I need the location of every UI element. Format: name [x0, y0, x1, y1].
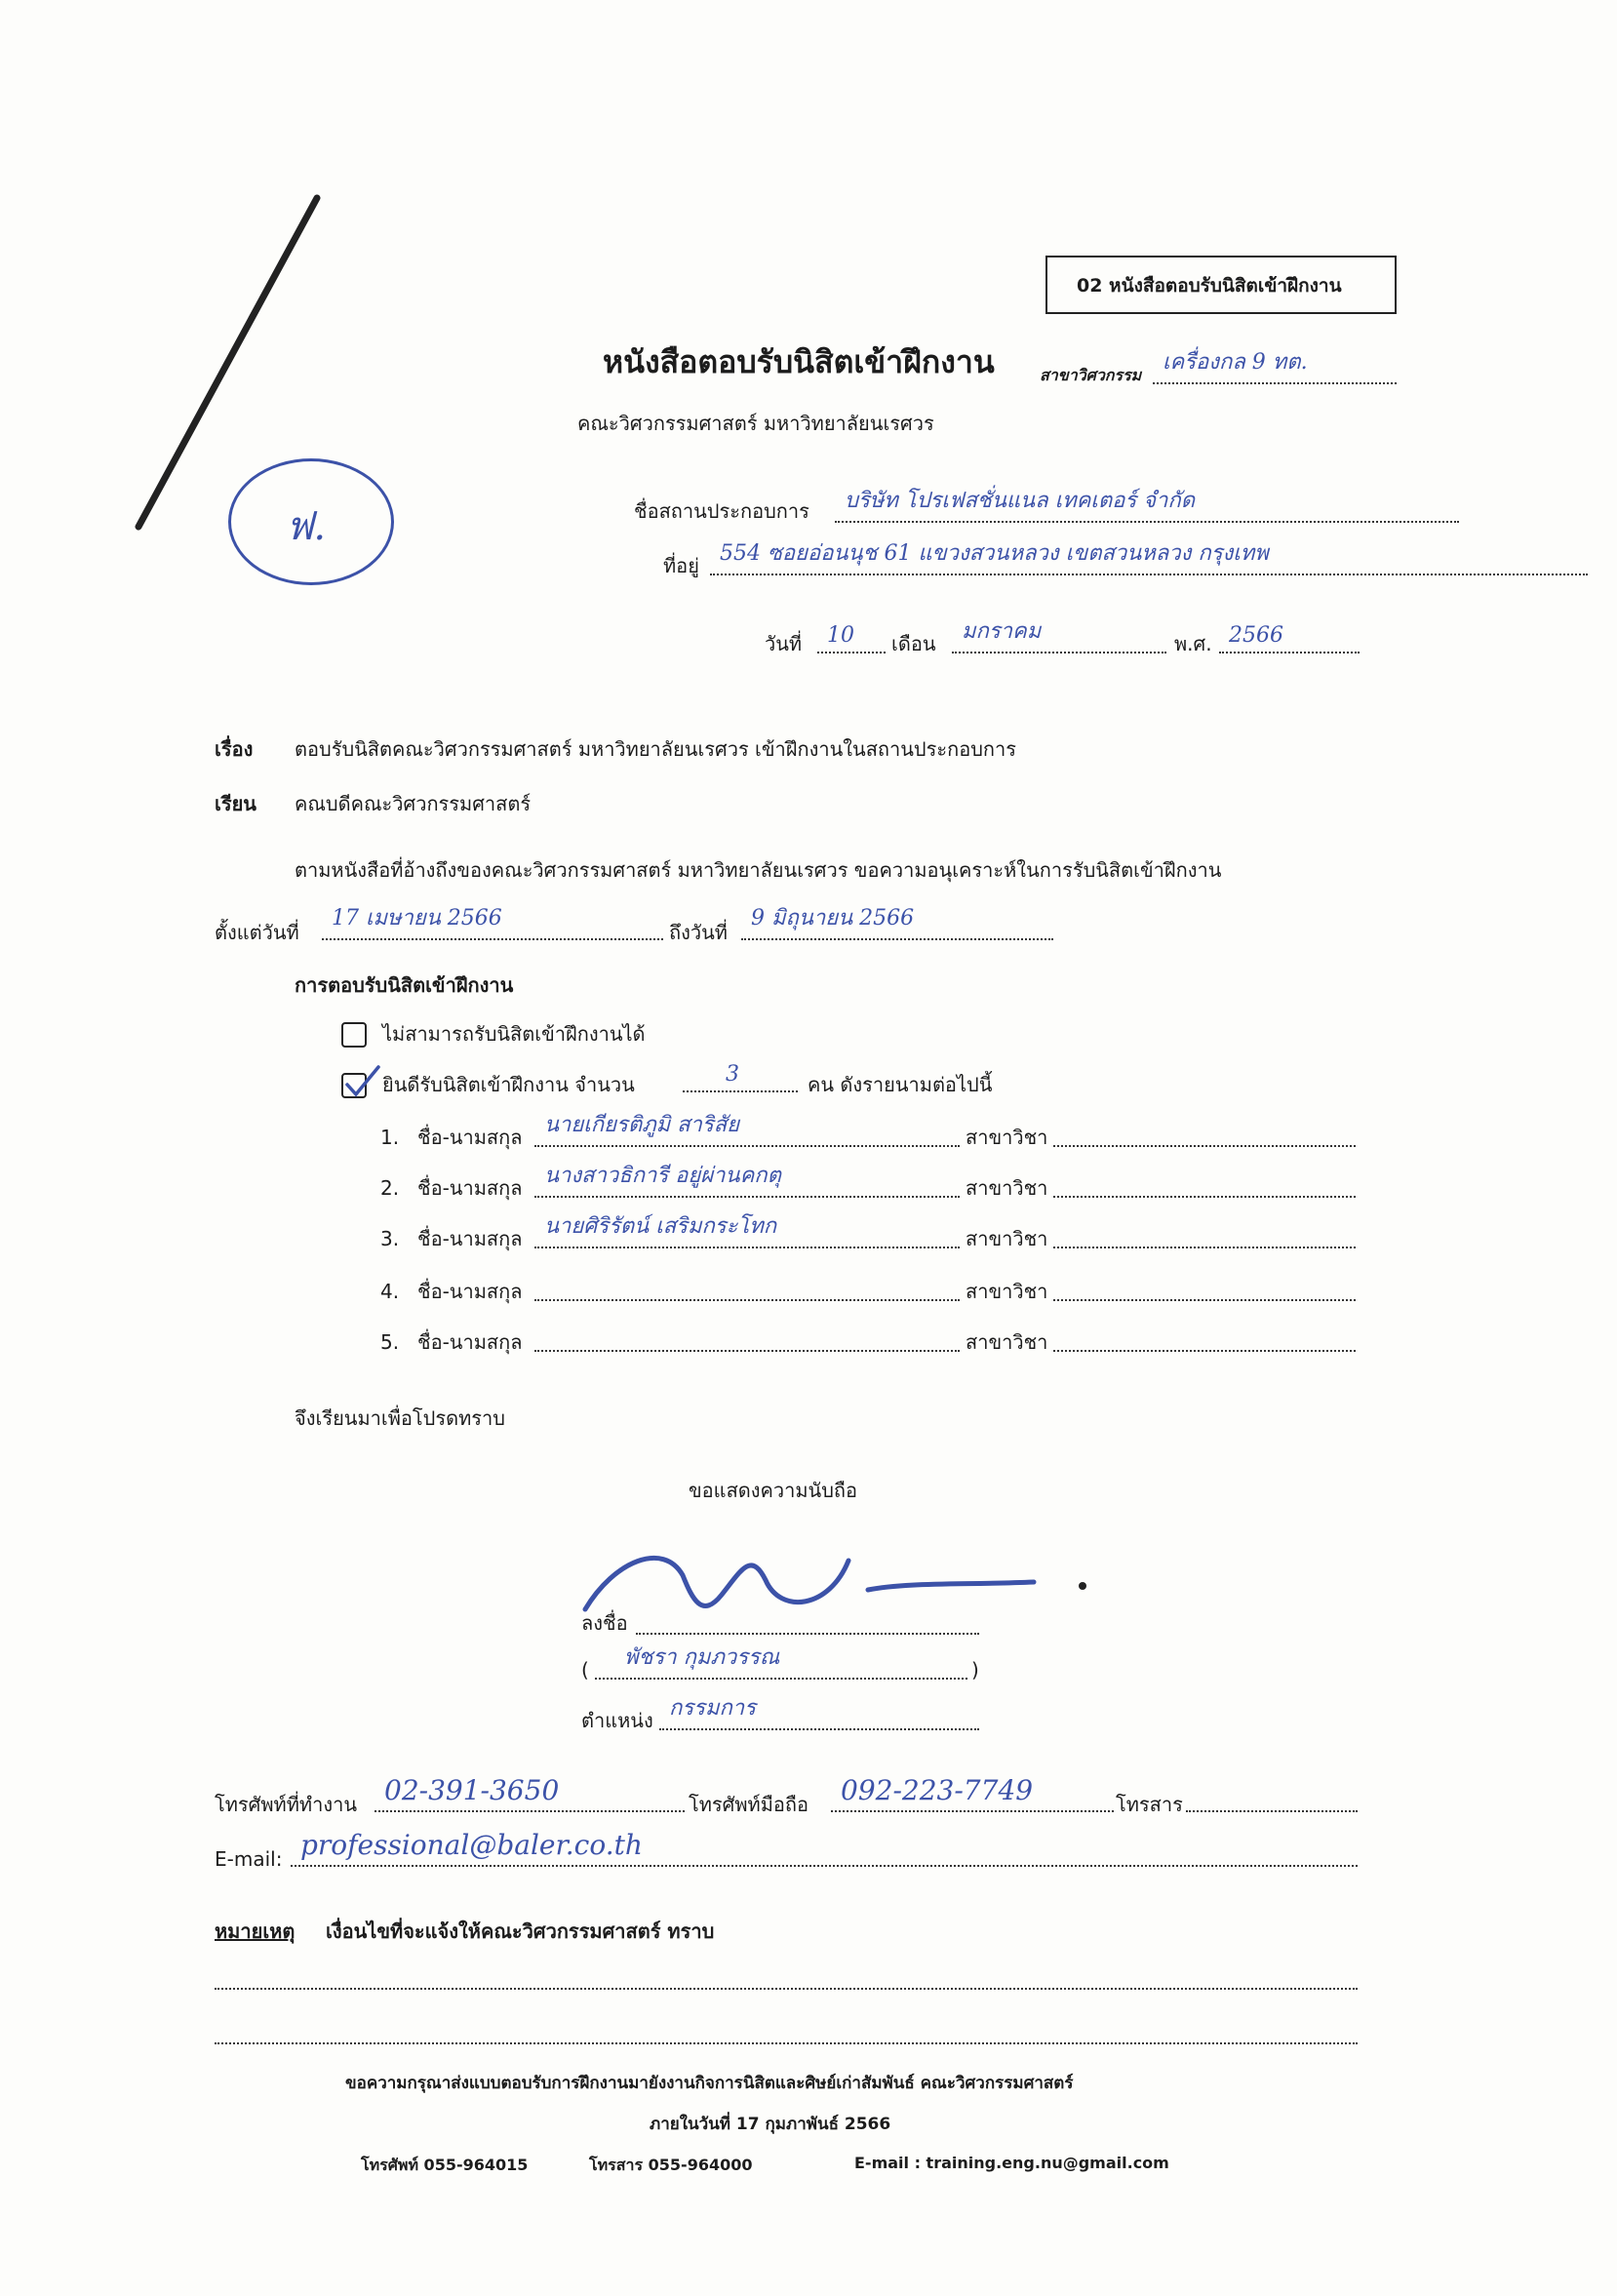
student-name-field [534, 1113, 960, 1147]
fax-label: โทรสาร [1116, 1793, 1183, 1816]
name-label: ชื่อ-นามสกุล [417, 1126, 523, 1149]
from-date: 17 เมษายน 2566 [332, 906, 502, 930]
student-name-field [534, 1323, 960, 1352]
student-name: นายเกียรติภูมิ สาริสัย [544, 1113, 740, 1137]
position-label: ตำแหน่ง [581, 1709, 653, 1732]
decline-label: ไม่สามารถรับนิสิตเข้าฝึกงานได้ [382, 1022, 646, 1046]
name-label: ชื่อ-นามสกุล [417, 1176, 523, 1200]
major-label: สาขาวิชา [966, 1280, 1048, 1303]
inform-text: จึงเรียนมาเพื่อโปรดทราบ [295, 1406, 505, 1430]
major-field [1053, 1219, 1356, 1248]
day-field [817, 624, 886, 653]
branch-field [1153, 350, 1397, 384]
margin-mark: ฟ. [286, 504, 327, 549]
row-number: 5. [380, 1330, 400, 1354]
from-label: ตั้งแต่วันที่ [215, 921, 299, 944]
printed-name-field [595, 1645, 967, 1680]
student-name-field [534, 1164, 960, 1198]
form-code-box [1045, 256, 1397, 314]
row-number: 2. [380, 1176, 400, 1200]
name-label: ชื่อ-นามสกุล [417, 1227, 523, 1250]
position-field [659, 1696, 979, 1730]
student-name-field [534, 1272, 960, 1301]
sign-label: ลงชื่อ [581, 1611, 628, 1635]
email-label: E-mail: [215, 1847, 283, 1871]
branch-value: เครื่องกล 9 ทต. [1163, 350, 1308, 375]
address: 554 ซอยอ่อนนุช 61 แขวงสวนหลวง เขตสวนหลวง กรุงเทพ [720, 541, 1269, 566]
major-field [1053, 1272, 1356, 1301]
page-title: หนังสือตอบรับนิสิตเข้าฝึกงาน [603, 343, 995, 380]
to-label: เรียน [215, 792, 256, 815]
to-date: 9 มิถุนายน 2566 [751, 906, 915, 930]
major-label: สาขาวิชา [966, 1227, 1048, 1250]
response-heading: การตอบรับนิสิตเข้าฝึกงาน [295, 973, 514, 997]
count-field [683, 1063, 798, 1092]
day: 10 [827, 623, 854, 648]
major-field [1053, 1118, 1356, 1147]
note-label: หมายเหตุ [215, 1920, 296, 1943]
footer-fax: โทรสาร 055-964000 [589, 2156, 753, 2174]
student-name: นายศิริรัตน์ เสริมกระโทก [544, 1214, 777, 1239]
office-phone-field [375, 1774, 685, 1812]
year-label: พ.ศ. [1174, 632, 1212, 655]
from-field [322, 906, 663, 940]
printed-name: พัชรา กุมภวรรณ [624, 1645, 780, 1670]
note-line-1 [215, 1960, 1358, 1990]
close-paren: ) [971, 1658, 979, 1682]
student-name: นางสาวธิการี อยู่ผ่านคกตุ [544, 1164, 781, 1188]
month: มกราคม [962, 619, 1042, 644]
company-name-field [835, 489, 1459, 523]
mobile-label: โทรศัพท์มือถือ [689, 1793, 809, 1816]
regards-text: ขอแสดงความนับถือ [689, 1479, 858, 1502]
accept-label: ยินดีรับนิสิตเข้าฝึกงาน จำนวน [382, 1073, 635, 1096]
month-field [952, 619, 1166, 653]
day-label: วันที่ [765, 632, 803, 655]
major-label: สาขาวิชา [966, 1126, 1048, 1149]
margin-circle [228, 458, 394, 585]
year: 2566 [1229, 623, 1283, 648]
note-text: เงื่อนไขที่จะแจ้งให้คณะวิศวกรรมศาสตร์ ทราบ [326, 1920, 715, 1943]
office-phone-label: โทรศัพท์ที่ทำงาน [215, 1793, 357, 1816]
name-label: ชื่อ-นามสกุล [417, 1330, 523, 1354]
to-date-field [741, 906, 1053, 940]
to-text: คณบดีคณะวิศวกรรมศาสตร์ [295, 792, 532, 815]
major-label: สาขาวิชา [966, 1176, 1048, 1200]
email-field [291, 1829, 1358, 1867]
major-field [1053, 1323, 1356, 1352]
address-field [710, 541, 1588, 575]
footer-phone: โทรศัพท์ 055-964015 [361, 2156, 529, 2174]
footer-line-1: ขอความกรุณาส่งแบบตอบรับการฝึกงานมายังงานกิจการนิสิตและศิษย์เก่าสัมพันธ์ คณะวิศวกรรมศาสตร์ [345, 2074, 1074, 2093]
note-line-2 [215, 2015, 1358, 2044]
row-number: 4. [380, 1280, 400, 1303]
position: กรรมการ [669, 1696, 756, 1721]
footer-email: E-mail : training.eng.nu@gmail.com [854, 2154, 1169, 2172]
decline-checkbox[interactable] [341, 1022, 367, 1048]
mobile: 092-223-7749 [841, 1774, 1034, 1806]
open-paren: ( [581, 1658, 589, 1682]
branch-label: สาขาวิศวกรรม [1040, 366, 1142, 384]
footer-line-2: ภายในวันที่ 17 กุมภาพันธ์ 2566 [650, 2115, 891, 2134]
form-code: 02 หนังสือตอบรับนิสิตเข้าฝึกงาน [1077, 275, 1342, 297]
year-field [1219, 624, 1360, 653]
major-label: สาขาวิชา [966, 1330, 1048, 1354]
name-label: ชื่อ-นามสกุล [417, 1280, 523, 1303]
company-name-label: ชื่อสถานประกอบการ [634, 499, 809, 523]
check-icon [343, 1063, 382, 1102]
address-label: ที่อยู่ [663, 554, 699, 577]
major-field [1053, 1168, 1356, 1198]
mobile-field [831, 1774, 1114, 1812]
row-number: 1. [380, 1126, 400, 1149]
sign-field [636, 1605, 979, 1635]
month-label: เดือน [891, 632, 936, 655]
count-value: 3 [726, 1062, 739, 1087]
faculty-subtitle: คณะวิศวกรรมศาสตร์ มหาวิทยาลัยนเรศวร [577, 412, 934, 435]
row-number: 3. [380, 1227, 400, 1250]
subject-text: ตอบรับนิสิตคณะวิศวกรรมศาสตร์ มหาวิทยาลัยนเรศวร เข้าฝึกงานในสถานประกอบการ [295, 737, 1017, 761]
office-phone: 02-391-3650 [384, 1774, 560, 1806]
email: professional@baler.co.th [300, 1829, 643, 1861]
count-suffix: คน ดังรายนามต่อไปนี้ [808, 1073, 993, 1096]
fax-field [1186, 1783, 1358, 1812]
company-name: บริษัท โปรเฟสชั่นแนล เทคเตอร์ จำกัด [845, 489, 1195, 513]
subject-label: เรื่อง [215, 737, 254, 761]
intro-text: ตามหนังสือที่อ้างถึงของคณะวิศวกรรมศาสตร์ มหาวิทยาลัยนเรศวร ขอความอนุเคราะห์ในการรับนิสิตเข้าฝึกงาน [295, 858, 1222, 882]
student-name-field [534, 1214, 960, 1248]
to-date-label: ถึงวันที่ [669, 921, 728, 944]
